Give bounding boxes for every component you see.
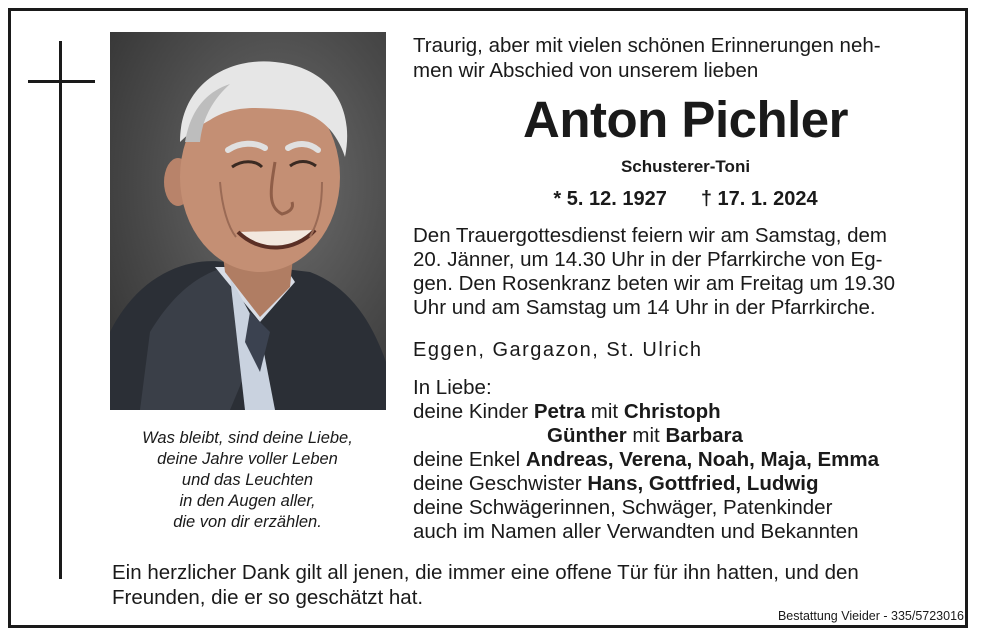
intro-line: men wir Abschied von unserem lieben xyxy=(413,59,759,82)
children-line-2 xyxy=(413,424,961,448)
grandchildren-prefix: deine Enkel xyxy=(413,448,526,471)
child-name: Petra xyxy=(533,400,586,423)
service-announcement xyxy=(413,224,961,320)
children-line xyxy=(413,400,961,424)
death-date: † 17. 1. 2024 xyxy=(700,188,818,210)
child-name: Günther xyxy=(547,424,627,447)
birth-date: * 5. 12. 1927 xyxy=(553,188,667,210)
service-line: Uhr und am Samstag um 14 Uhr in der Pfarrkirche. xyxy=(413,296,876,319)
portrait-photo xyxy=(110,32,386,410)
in-love-label: In Liebe: xyxy=(413,376,492,399)
deceased-nickname: Schusterer-Toni xyxy=(620,157,751,176)
service-line: gen. Den Rosenkranz beten wir am Freitag um 19.30 xyxy=(413,272,896,295)
grandchildren-names: Andreas, Verena, Noah, Maja, Emma xyxy=(525,448,880,471)
places-line: Eggen, Gargazon, St. Ulrich xyxy=(413,339,703,361)
poem-line: deine Jahre voller Leben xyxy=(157,450,338,468)
family-list xyxy=(413,376,961,544)
thanks-line: Ein herzlicher Dank gilt all jenen, die immer eine offene Tür für ihn hatten, und den xyxy=(112,561,859,584)
poem-line: in den Augen aller, xyxy=(179,492,316,510)
siblings-prefix: deine Geschwister xyxy=(413,472,588,495)
thanks-line: Freunden, die er so geschätzt hat. xyxy=(112,586,424,609)
with-text: mit xyxy=(626,424,666,447)
poem-line: die von dir erzählen. xyxy=(173,513,322,531)
partner-name: Christoph xyxy=(623,400,721,423)
partner-name: Barbara xyxy=(665,424,743,447)
portrait-illustration xyxy=(110,32,386,410)
service-line: 20. Jänner, um 14.30 Uhr in der Pfarrkirche von Eg- xyxy=(413,248,883,271)
thanks-text xyxy=(112,560,957,610)
funeral-home-credit: Bestattung Vieider - 335/5723016 xyxy=(777,609,964,623)
cross-vertical-bar xyxy=(59,41,62,579)
deceased-name: Anton Pichler xyxy=(522,91,849,148)
memorial-poem xyxy=(105,428,390,533)
poem-line: und das Leuchten xyxy=(181,471,314,489)
intro-line: Traurig, aber mit vielen schönen Erinnerungen neh- xyxy=(413,34,881,57)
intro-text xyxy=(413,33,958,83)
with-text: mit xyxy=(585,400,624,423)
cross-horizontal-bar xyxy=(28,80,95,83)
children-prefix: deine Kinder xyxy=(413,400,534,423)
life-dates xyxy=(413,186,958,212)
siblings-names: Hans, Gottfried, Ludwig xyxy=(587,472,819,495)
poem-line: Was bleibt, sind deine Liebe, xyxy=(142,429,353,447)
relatives-line: auch im Namen aller Verwandten und Bekannten xyxy=(413,520,859,543)
siblings-line xyxy=(413,472,961,496)
service-line: Den Trauergottesdienst feiern wir am Samstag, dem xyxy=(413,224,887,247)
grandchildren-line xyxy=(413,448,961,472)
in-laws-line: deine Schwägerinnen, Schwäger, Patenkinder xyxy=(413,496,833,519)
